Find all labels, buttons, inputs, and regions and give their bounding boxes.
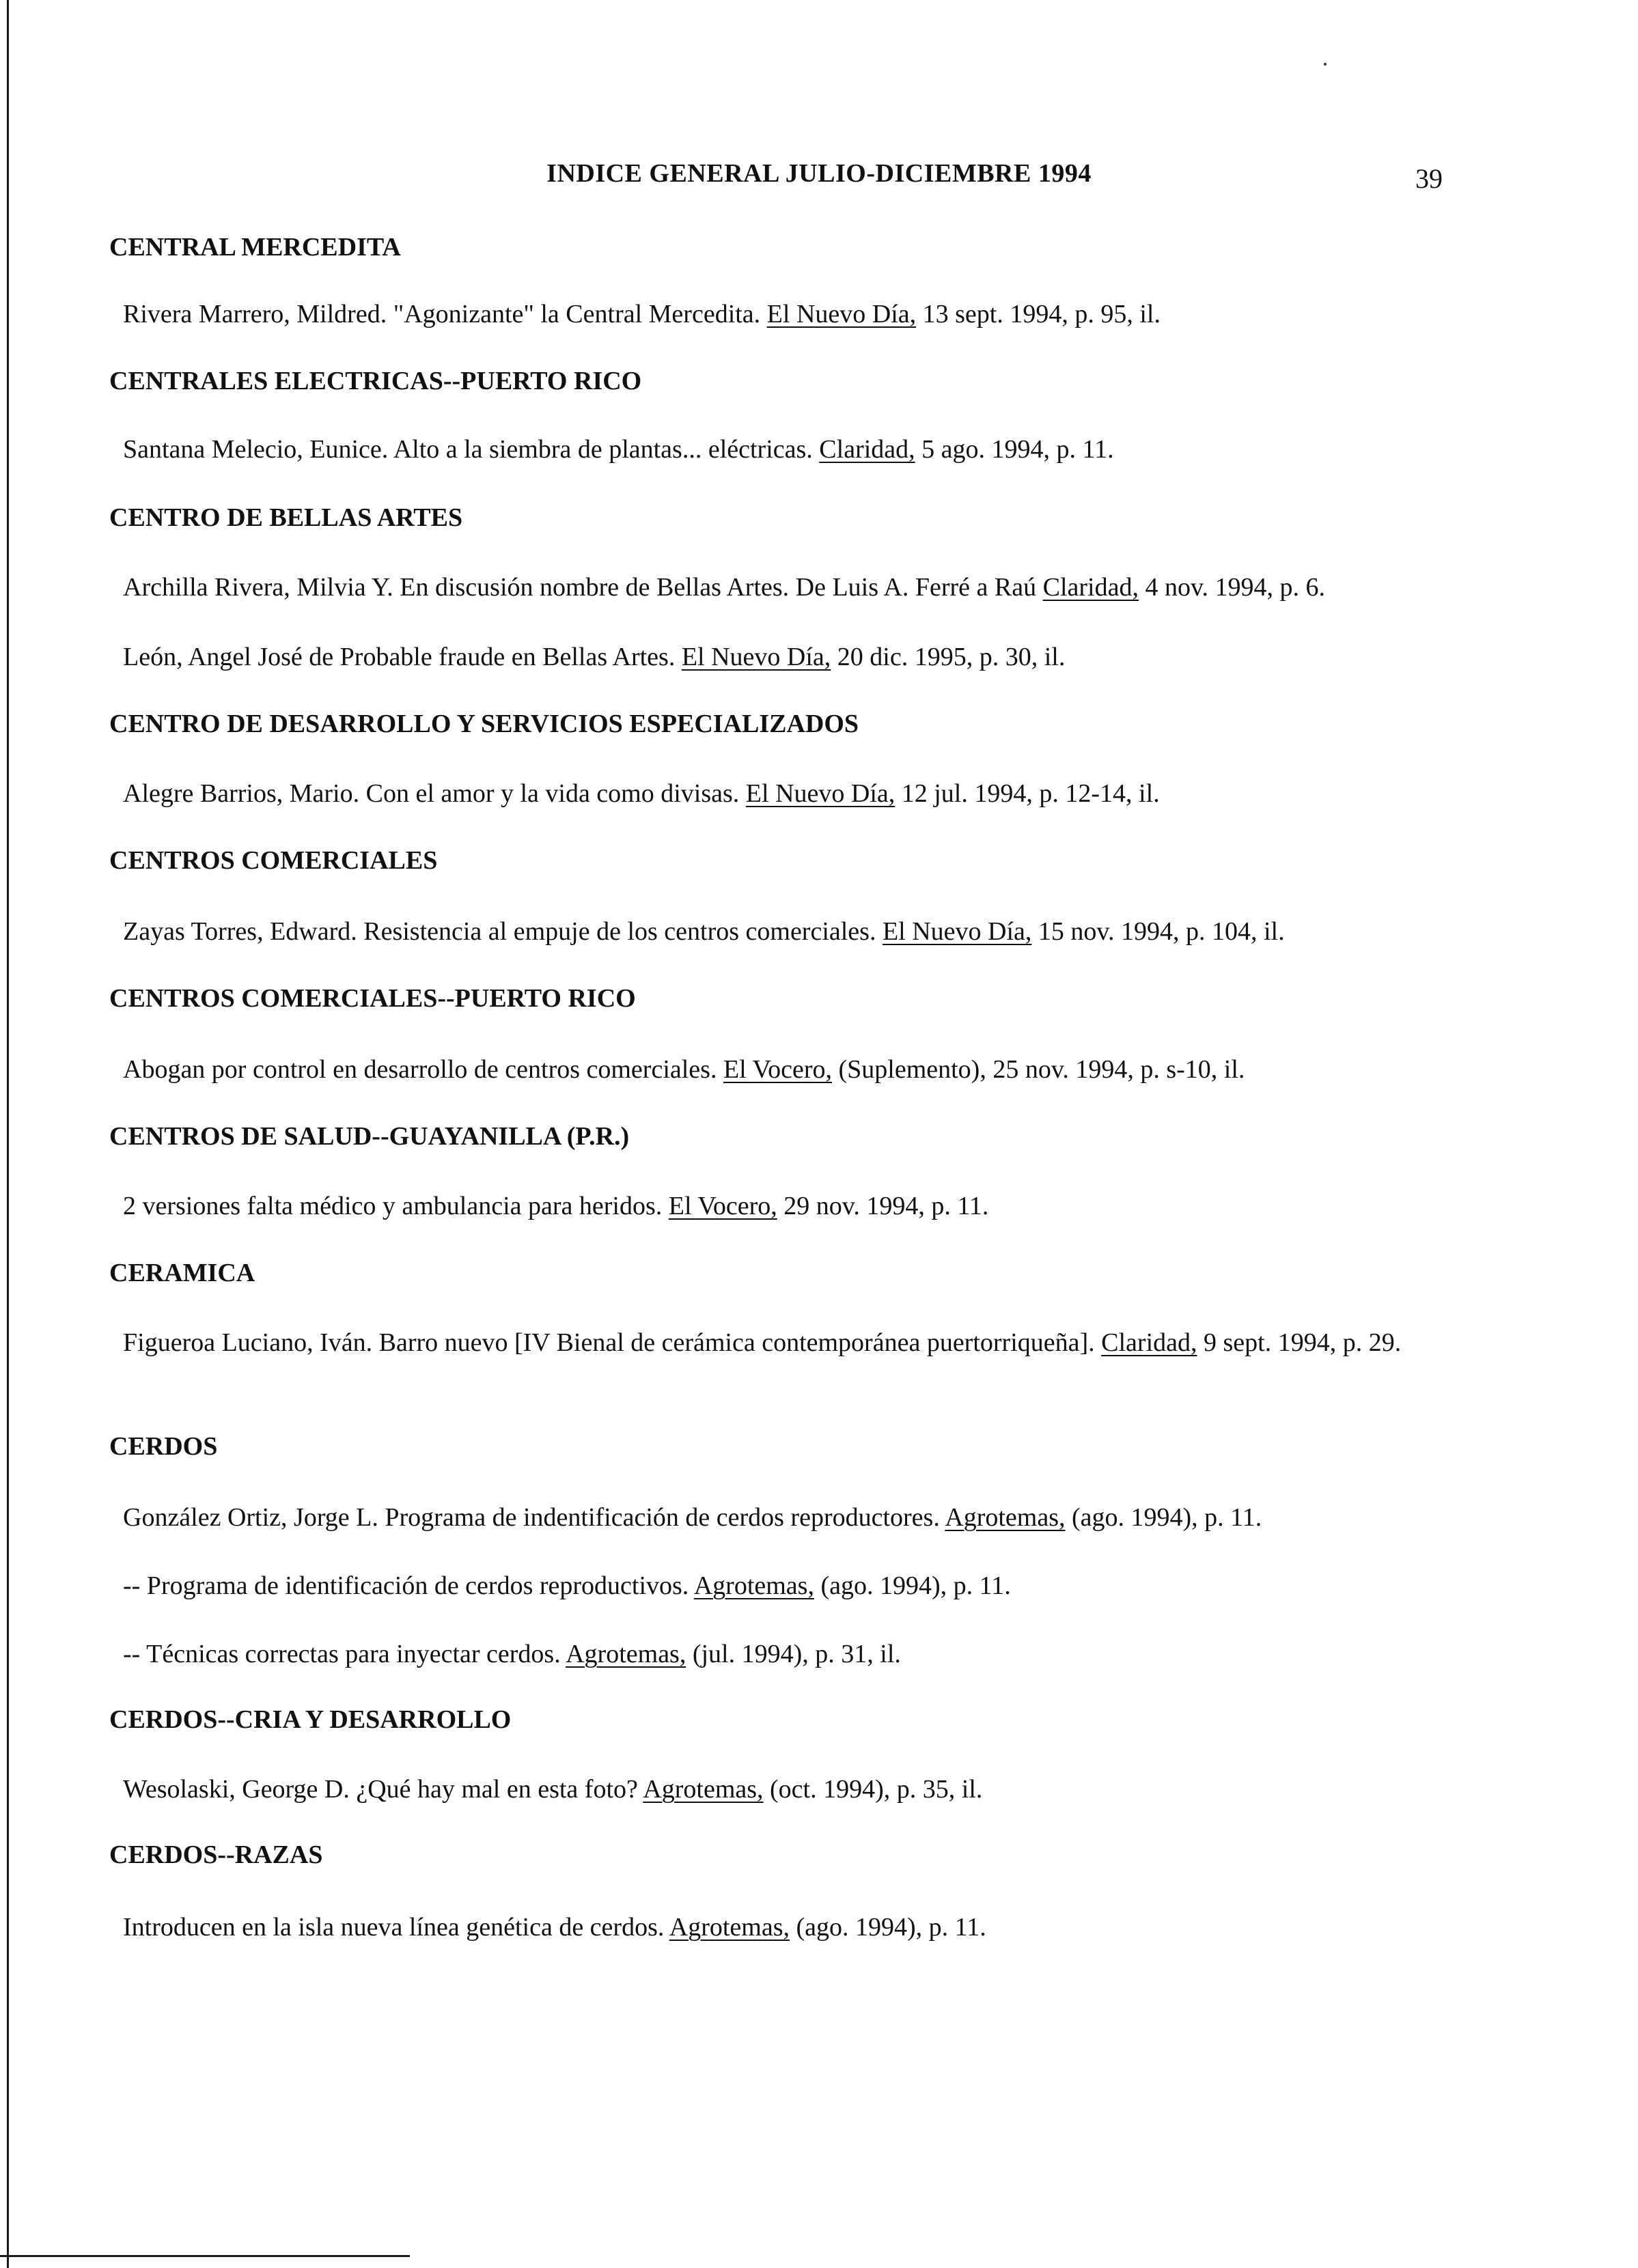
entry-text: 2 versiones falta médico y ambulancia para heridos. [123, 1192, 663, 1220]
entry-source: Agrotemas, [669, 1913, 790, 1942]
entry-source: El Nuevo Día, [745, 779, 896, 808]
entry-details: (oct. 1994), p. 35, il. [770, 1775, 983, 1804]
entry-source: Agrotemas, [945, 1503, 1066, 1532]
index-entry [123, 296, 1462, 332]
page-bottom-rule [0, 2255, 410, 2257]
scan-speck [1324, 63, 1327, 66]
entry-details: (Suplemento), 25 nov. 1994, p. s-10, il. [838, 1055, 1245, 1084]
entry-source: Claridad, [1042, 573, 1139, 602]
entry-source: Agrotemas, [693, 1571, 814, 1600]
entry-source: El Nuevo Día, [882, 917, 1032, 946]
entry-source: Agrotemas, [566, 1640, 686, 1668]
entry-details: (ago. 1994), p. 11. [796, 1913, 986, 1942]
section-heading: CERDOS--RAZAS [109, 1840, 323, 1869]
entry-text: Alegre Barrios, Mario. Con el amor y la vida como divisas. [123, 779, 740, 808]
page-edge-rule [7, 0, 9, 2268]
entry-details: (ago. 1994), p. 11. [820, 1571, 1011, 1600]
section-heading: CERDOS [109, 1432, 218, 1461]
entry-text: Archilla Rivera, Milvia Y. En discusión nombre de Bellas Artes. De Luis A. Ferré a Raú [123, 573, 1037, 602]
entry-text: Abogan por control en desarrollo de centros comerciales. [123, 1055, 717, 1084]
entry-source: El Nuevo Día, [681, 643, 831, 671]
entry-text: Rivera Marrero, Mildred. "Agonizante" la Central Mercedita. [123, 300, 761, 328]
entry-source: El Nuevo Día, [766, 300, 917, 328]
index-entry [123, 1500, 1462, 1535]
entry-text: González Ortiz, Jorge L. Programa de indentificación de cerdos reproductores. [123, 1503, 940, 1532]
section-heading: CENTRO DE BELLAS ARTES [109, 503, 463, 532]
section-heading: CENTROS DE SALUD--GUAYANILLA (P.R.) [109, 1122, 630, 1151]
entry-text: Introducen en la isla nueva línea genética de cerdos. [123, 1913, 665, 1942]
entry-source: Claridad, [819, 435, 915, 464]
entry-details: 4 nov. 1994, p. 6. [1145, 573, 1326, 602]
entry-text: -- Técnicas correctas para inyectar cerdos. [123, 1640, 561, 1668]
index-entry [123, 914, 1462, 949]
entry-source: El Vocero, [668, 1192, 777, 1220]
index-entry [123, 570, 1462, 605]
entry-details: 9 sept. 1994, p. 29. [1204, 1328, 1402, 1357]
entry-details: 13 sept. 1994, p. 95, il. [922, 300, 1161, 328]
section-heading: CENTROS COMERCIALES--PUERTO RICO [109, 984, 636, 1013]
entry-text: León, Angel José de Probable fraude en Bellas Artes. [123, 643, 676, 671]
section-heading: CERAMICA [109, 1259, 255, 1287]
entry-text: Zayas Torres, Edward. Resistencia al empuje de los centros comerciales. [123, 917, 876, 946]
section-heading: CERDOS--CRIA Y DESARROLLO [109, 1705, 512, 1734]
entry-source: Claridad, [1101, 1328, 1197, 1357]
index-entry [123, 639, 1462, 675]
index-entry [123, 1636, 1462, 1672]
section-heading: CENTRALES ELECTRICAS--PUERTO RICO [109, 367, 642, 395]
index-entry [123, 1772, 1462, 1807]
entry-text: Figueroa Luciano, Iván. Barro nuevo [IV Bienal de cerámica contemporánea puertorriqueña]. [123, 1328, 1095, 1357]
entry-text: -- Programa de identificación de cerdos reproductivos. [123, 1571, 689, 1600]
section-heading: CENTRAL MERCEDITA [109, 233, 401, 262]
entry-details: (jul. 1994), p. 31, il. [692, 1640, 901, 1668]
index-entry [123, 432, 1462, 467]
entry-text: Wesolaski, George D. ¿Qué hay mal en esta foto? [123, 1775, 638, 1804]
entry-details: 5 ago. 1994, p. 11. [921, 435, 1114, 464]
entry-text: Santana Melecio, Eunice. Alto a la siembra de plantas... eléctricas. [123, 435, 813, 464]
index-entry [123, 1568, 1462, 1604]
index-entry [123, 1909, 1462, 1945]
page-header-title: INDICE GENERAL JULIO-DICIEMBRE 1994 [546, 159, 1092, 188]
entry-source: Agrotemas, [643, 1775, 764, 1804]
page-number: 39 [1415, 163, 1443, 194]
entry-details: 20 dic. 1995, p. 30, il. [837, 643, 1066, 671]
entry-details: 29 nov. 1994, p. 11. [783, 1192, 989, 1220]
index-entry [123, 1325, 1462, 1360]
entry-source: El Vocero, [723, 1055, 832, 1084]
index-entry [123, 1188, 1462, 1224]
entry-details: 12 jul. 1994, p. 12-14, il. [901, 779, 1160, 808]
entry-details: (ago. 1994), p. 11. [1071, 1503, 1262, 1532]
section-heading: CENTROS COMERCIALES [109, 846, 438, 875]
index-entry [123, 1052, 1462, 1087]
section-heading: CENTRO DE DESARROLLO Y SERVICIOS ESPECIALIZADOS [109, 710, 859, 738]
index-entry [123, 776, 1462, 811]
entry-details: 15 nov. 1994, p. 104, il. [1038, 917, 1285, 946]
